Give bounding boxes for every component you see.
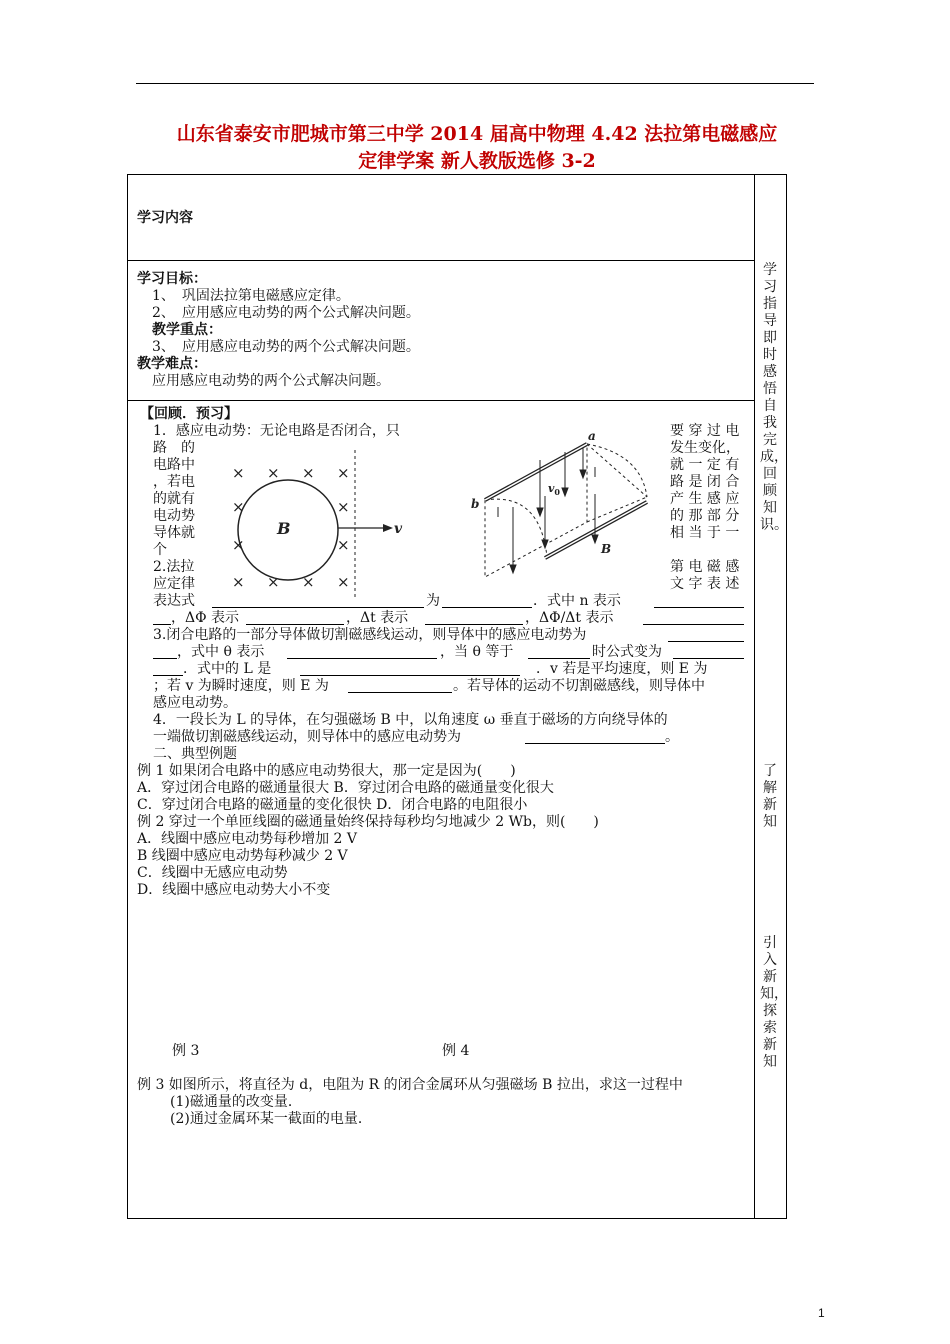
velocity-v0-label: v: [548, 482, 555, 495]
velocity-v0-subscript: 0: [554, 487, 560, 497]
review-line: 发生变化，: [670, 440, 740, 456]
page-title-line2: 定律学案 新人教版选修 3-2: [358, 150, 596, 172]
svg-text:×: ×: [232, 573, 245, 591]
review-line: 导体就: [153, 525, 195, 541]
review-line: 时公式变为: [592, 644, 662, 660]
side-note-1: 学习指导即时感悟自我完成，回顾知识。: [760, 262, 788, 533]
example-3-question: 例 3 如图所示，将直径为 d，电阻为 R 的闭合金属环从匀强磁场 B 拉出，求这一过程中: [137, 1077, 683, 1093]
field-b-label: B: [601, 542, 612, 556]
svg-text:×: ×: [302, 573, 315, 591]
example-3-part-1: (1)磁通量的改变量．: [170, 1094, 302, 1110]
blank-line: [246, 611, 344, 625]
review-line: 的 那 部 分: [670, 508, 740, 524]
key-point-1: 3、 应用感应电动势的两个公式解决问题。: [152, 339, 420, 355]
review-line: 4．一段长为 L 的导体，在匀强磁场 B 中，以角速度 ω 垂直于磁场的方向绕导体的: [153, 712, 668, 728]
blank-line: [528, 645, 590, 659]
svg-text:×: ×: [232, 498, 245, 516]
svg-text:×: ×: [337, 573, 350, 591]
review-line: 电路中: [153, 457, 195, 473]
review-line: ，若电: [153, 474, 195, 490]
key-points-heading: 教学重点：: [152, 322, 222, 338]
blank-line: [654, 594, 744, 608]
review-line: 第 电 磁 感: [670, 559, 740, 575]
review-line: ．式中的 L 是: [183, 661, 272, 677]
field-label: B: [277, 519, 291, 538]
svg-text:×: ×: [267, 464, 280, 482]
review-line: 为: [426, 593, 440, 609]
review-heading: 【回顾．预习】: [140, 406, 238, 422]
example-3-part-2: (2)通过金属环某一截面的电量．: [170, 1111, 372, 1127]
review-line: 要 穿 过 电: [670, 423, 740, 439]
rod-b-label: b: [471, 497, 480, 511]
svg-text:×: ×: [337, 464, 350, 482]
review-line: ，ΔΦ 表示: [171, 610, 240, 626]
blank-line: [153, 662, 183, 676]
review-line: ，Δt 表示: [346, 610, 409, 626]
blank-line: [673, 645, 744, 659]
blank-line: [287, 645, 437, 659]
review-line: ，ΔΦ/Δt 表示: [525, 610, 614, 626]
svg-text:×: ×: [337, 498, 350, 516]
blank-line: [525, 730, 665, 744]
svg-text:×: ×: [302, 464, 315, 482]
goal-1: 1、 巩固法拉第电磁感应定律。: [152, 288, 350, 304]
content-heading: 学习内容: [137, 210, 193, 226]
example-3-figure-label: 例 3: [172, 1043, 200, 1059]
goal-2: 2、 应用感应电动势的两个公式解决问题。: [152, 305, 420, 321]
blank-line: [153, 645, 177, 659]
blank-line: [668, 628, 744, 642]
example-1-question: 例 1 如果闭合电路中的感应电动势很大，那一定是因为( ): [137, 763, 516, 779]
review-line: ．v 若是平均速度，则 E 为: [536, 661, 708, 677]
row-divider-2: [127, 400, 754, 401]
review-line: 相 当 于 一: [670, 525, 740, 541]
difficulty-heading: 教学难点：: [137, 356, 207, 372]
side-note-2: 了解新知: [763, 763, 777, 830]
example-2-option-d: D．线圈中感应电动势大小不变: [137, 882, 331, 898]
svg-text:×: ×: [267, 573, 280, 591]
review-line: 路 是 闭 合: [670, 474, 740, 490]
review-line: 1．感应电动势：无论电路是否闭合，只: [153, 423, 400, 439]
velocity-label: v: [394, 521, 403, 537]
example-2-question: 例 2 穿过一个单匝线圈的磁通量始终保持每秒均匀地减少 2 Wb，则( ): [137, 814, 599, 830]
review-line: 一端做切割磁感线运动，则导体中的感应电动势为: [153, 729, 461, 745]
review-line: 应定律: [153, 576, 195, 592]
examples-heading: 二、典型例题: [153, 746, 237, 762]
svg-text:×: ×: [337, 536, 350, 554]
svg-text:×: ×: [232, 536, 245, 554]
blank-line: [212, 594, 424, 608]
example-1-options-cd: C．穿过闭合电路的磁通量的变化很快 D．闭合电路的电阻很小: [137, 797, 528, 813]
review-line: 产 生 感 应: [670, 491, 740, 507]
review-line: 电动势: [153, 508, 195, 524]
review-line: 。若导体的运动不切割磁感线，则导体中: [453, 678, 705, 694]
page-title-line1: 山东省泰安市肥城市第三中学 2014 届高中物理 4.42 法拉第电磁感应: [176, 123, 778, 145]
svg-text:×: ×: [232, 464, 245, 482]
notes-column-divider: [754, 174, 755, 1219]
blank-line: [442, 594, 532, 608]
blank-line: [643, 611, 744, 625]
row-divider-1: [127, 260, 754, 261]
example-2-option-b: B 线圈中感应电动势每秒减少 2 V: [137, 848, 348, 864]
blank-line: [425, 611, 523, 625]
review-line: ，当 θ 等于: [440, 644, 514, 660]
example-2-option-a: A．线圈中感应电动势每秒增加 2 V: [137, 831, 358, 847]
review-line: 的就有: [153, 491, 195, 507]
review-line: ．式中 n 表示: [533, 593, 621, 609]
review-line: ，式中 θ 表示: [177, 644, 265, 660]
example-1-options-ab: A．穿过闭合电路的磁通量很大 B．穿过闭合电路的磁通量变化很大: [137, 780, 554, 796]
sliding-rod-rails-figure: [465, 432, 660, 592]
review-line: 感应电动势。: [153, 695, 237, 711]
review-line: 3.闭合电路的一部分导体做切割磁感线运动，则导体中的感应电动势为: [153, 627, 587, 643]
page-number: 1: [818, 1306, 825, 1320]
review-line: 。: [665, 729, 679, 745]
review-line: 就 一 定 有: [670, 457, 740, 473]
rod-a-label: a: [588, 432, 596, 443]
goals-heading: 学习目标：: [137, 271, 207, 287]
blank-line: [300, 662, 520, 676]
side-note-3: 引入新知，探索新知: [760, 935, 788, 1070]
difficulty-text: 应用感应电动势的两个公式解决问题。: [152, 373, 390, 389]
blank-line: [153, 611, 171, 625]
blank-line: [348, 679, 452, 693]
review-line: 2.法拉: [153, 559, 195, 575]
svg-text:v0: [548, 482, 560, 497]
review-line: 表达式: [153, 593, 195, 609]
example-2-option-c: C．线圈中无感应电动势: [137, 865, 288, 881]
magnetic-field-ring-figure: [222, 450, 422, 600]
header-rule: [136, 83, 814, 84]
review-line: 路 的: [153, 440, 195, 456]
review-line: 个: [153, 542, 167, 558]
review-line: 文 字 表 述: [670, 576, 740, 592]
example-4-figure-label: 例 4: [442, 1043, 470, 1059]
review-line: ；若 v 为瞬时速度，则 E 为: [153, 678, 329, 694]
